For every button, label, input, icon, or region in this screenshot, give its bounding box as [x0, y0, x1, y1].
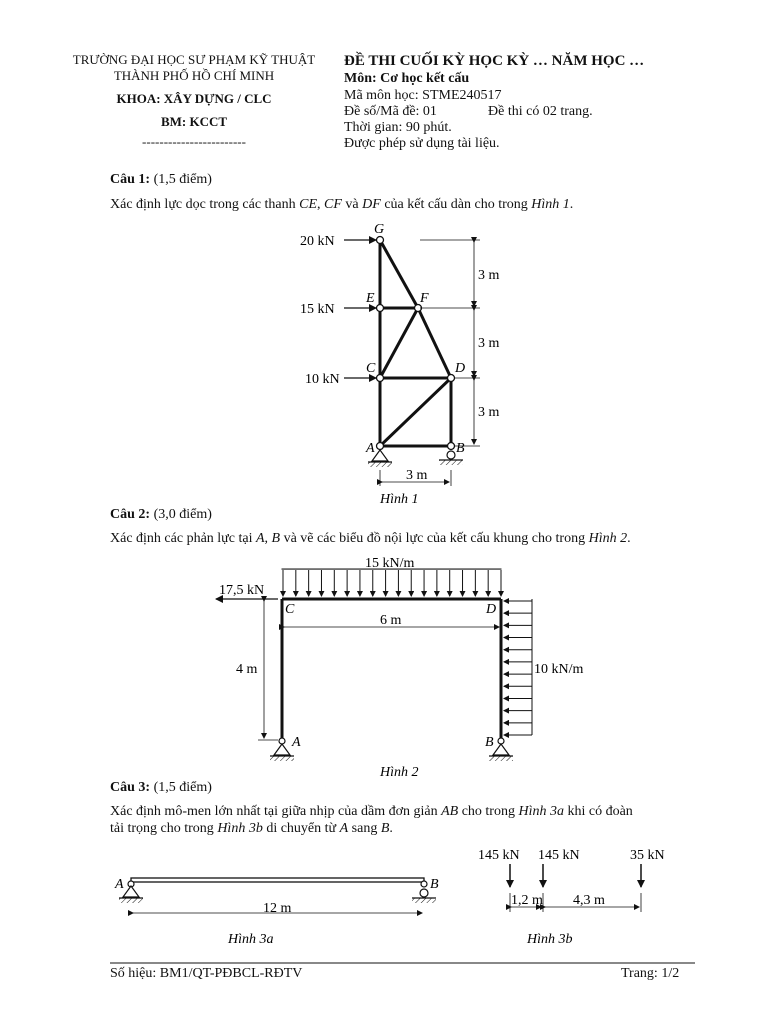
- member-gf: [380, 240, 418, 308]
- dim-label-4: 3 m: [406, 468, 428, 483]
- q2-fig-ref: Hình 2: [588, 531, 628, 546]
- load-label-e: 15 kN: [300, 302, 335, 317]
- question-3-text-line2: [110, 821, 393, 837]
- q1-sep1: ,: [317, 197, 325, 212]
- load-label-g: 20 kN: [300, 234, 335, 249]
- q2-text-a: Xác định các phản lực tại: [110, 531, 256, 546]
- figure-1-caption: Hình 1: [380, 492, 419, 507]
- node-label-c: C: [366, 361, 376, 376]
- distributed-load-side: [504, 599, 532, 735]
- q3-beam-ab: AB: [441, 804, 459, 819]
- page-number: Trang: 1/2: [621, 966, 680, 981]
- header-divider: ------------------------: [142, 134, 246, 149]
- frame-node-a: A: [292, 735, 301, 750]
- q1-fig-ref: Hình 1: [531, 197, 570, 212]
- q3-line2-a: tải trọng cho trong: [110, 821, 218, 836]
- beam-span-label: 12 m: [263, 901, 292, 916]
- member-ad: [380, 378, 451, 446]
- q2-text-b: và vẽ các biểu đồ nội lực của kết cấu khung cho trong: [280, 531, 589, 546]
- question-2-heading: [110, 507, 212, 523]
- axle-load-label-1: 145 kN: [478, 848, 520, 863]
- node-label-b: B: [456, 441, 465, 456]
- figure-2-caption: Hình 2: [380, 765, 419, 780]
- axle-load-label-2: 145 kN: [538, 848, 580, 863]
- joint-g: [377, 237, 384, 244]
- node-label-a: A: [366, 441, 375, 456]
- q2-support-a: A: [255, 531, 265, 546]
- top-load-label: 15 kN/m: [365, 556, 415, 571]
- side-load-label: 10 kN/m: [534, 662, 584, 677]
- dim-label-2: 3 m: [478, 336, 500, 351]
- q3-from: A: [339, 821, 349, 836]
- school-name-line2: THÀNH PHỐ HỒ CHÍ MINH: [113, 68, 275, 83]
- frame-node-c: C: [285, 602, 295, 617]
- question-2-points: (3,0 điểm): [150, 507, 212, 522]
- question-1-points: (1,5 điểm): [150, 172, 212, 187]
- spacing-label-2: 4,3 m: [573, 893, 605, 908]
- subject-label: Môn:: [344, 71, 381, 86]
- question-3-heading: [110, 780, 212, 796]
- joint-a: [377, 443, 384, 450]
- question-2-label: Câu 2:: [110, 507, 151, 522]
- school-name-line1: TRƯỜNG ĐẠI HỌC SƯ PHẠM KỸ THUẬT: [72, 52, 316, 67]
- q3-line1-a: Xác định mô-men lớn nhất tại giữa nhịp của dầm đơn giản: [110, 804, 442, 819]
- q1-member-ce: CE: [299, 197, 318, 212]
- department-name: BM: KCCT: [160, 114, 228, 129]
- course-code: Mã môn học: STME240517: [344, 88, 502, 103]
- subject-name: Cơ học kết cấu: [380, 71, 470, 86]
- node-label-g: G: [374, 222, 385, 237]
- q2-support-b: B: [271, 531, 281, 546]
- q1-member-cf: CF: [324, 197, 342, 212]
- document-code: Số hiệu: BM1/QT-PĐBCL-RĐTV: [110, 966, 303, 981]
- q2-end: .: [627, 531, 631, 546]
- beam-node-a: A: [115, 877, 124, 892]
- q3-end: .: [389, 821, 393, 836]
- q3-line2-b: di chuyển từ: [262, 821, 340, 836]
- materials-note: Được phép sử dụng tài liệu.: [344, 136, 500, 151]
- figure-3b-caption: Hình 3b: [527, 932, 573, 947]
- page-count-note: Đề thi có 02 trang.: [488, 104, 593, 119]
- joint-c: [377, 375, 384, 382]
- point-load-label: 17,5 kN: [219, 583, 265, 598]
- q2-sep: ,: [264, 531, 272, 546]
- member-fd: [418, 308, 451, 378]
- joint-e: [377, 305, 384, 312]
- dim-label-1: 3 m: [478, 268, 500, 283]
- node-label-e: E: [366, 291, 375, 306]
- joint-d: [448, 375, 455, 382]
- frame-node-d: D: [486, 602, 497, 617]
- exam-title: ĐỀ THI CUỐI KỲ HỌC KỲ … NĂM HỌC …: [344, 53, 645, 69]
- question-1-label: Câu 1:: [110, 172, 151, 187]
- question-3-label: Câu 3:: [110, 780, 151, 795]
- q3-line1-c: khi có đoàn: [563, 804, 633, 819]
- q1-text-b: của kết cấu dàn cho trong: [380, 197, 532, 212]
- q1-sep2: và: [341, 197, 363, 212]
- q3-fig3b-ref: Hình 3b: [217, 821, 263, 836]
- exam-duration: Thời gian: 90 phút.: [344, 120, 452, 135]
- node-label-d: D: [455, 361, 466, 376]
- q1-end: .: [569, 197, 574, 212]
- exam-code: Đề số/Mã đề: 01: [344, 104, 437, 119]
- q3-line2-c: sang: [348, 821, 381, 836]
- axle-load-label-3: 35 kN: [630, 848, 665, 863]
- question-2-text: [110, 531, 631, 547]
- distributed-load-top: [282, 569, 501, 596]
- spacing-label-1: 1,2 m: [511, 893, 543, 908]
- joint-b: [448, 443, 455, 450]
- q3-fig3a-ref: Hình 3a: [518, 804, 564, 819]
- member-cf: [380, 308, 418, 378]
- figure-3a-caption: Hình 3a: [228, 932, 274, 947]
- beam-node-b: B: [430, 877, 439, 892]
- load-label-c: 10 kN: [305, 372, 340, 387]
- question-3-points: (1,5 điểm): [150, 780, 212, 795]
- question-3-text-line1: [110, 804, 633, 820]
- height-label: 4 m: [236, 662, 258, 677]
- q3-line1-b: cho trong: [458, 804, 519, 819]
- faculty-name: KHOA: XÂY DỰNG / CLC: [116, 91, 272, 106]
- q1-member-df: DF: [362, 197, 381, 212]
- frame-node-b: B: [485, 735, 494, 750]
- pin-support-frame-a: [270, 738, 294, 761]
- q3-to: B: [380, 821, 390, 836]
- span-label: 6 m: [380, 613, 402, 628]
- dim-label-3: 3 m: [478, 405, 500, 420]
- node-label-f: F: [420, 291, 429, 306]
- q1-text-a: Xác định lực dọc trong các thanh: [110, 197, 300, 212]
